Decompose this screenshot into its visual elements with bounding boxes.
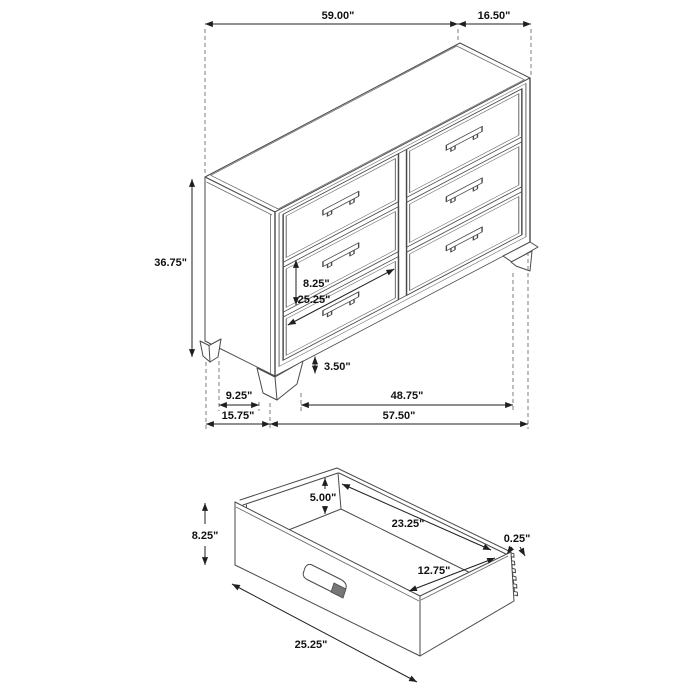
drawer-figure [192,468,531,682]
dim-label-foot-height: 3.50" [324,361,351,373]
dim-label-drawer-width: 25.25" [297,294,331,306]
dim-label-side-to-foot: 15.75" [221,410,255,422]
dim-label-front-height: 8.25" [191,530,219,542]
dim-label-top-width: 59.00" [321,10,355,22]
dim-label-inner-height: 5.00" [309,492,337,504]
dim-label-case-width: 57.50" [382,410,416,422]
dim-label-panel-thickness: 0.25" [503,533,531,545]
dim-label-top-depth: 16.50" [477,10,511,22]
dim-label-front-width: 25.25" [294,639,328,651]
dresser-body [200,43,538,400]
dim-label-inner-width: 23.25" [391,518,425,530]
dim-label-drawer-height: 8.25" [303,278,330,290]
drawer-box-body [235,468,518,656]
dresser-figure [154,10,538,429]
dim-label-overall-height: 36.75" [154,257,187,269]
dim-label-foot-inset: 9.25" [225,390,253,402]
dim-label-foot-span: 48.75" [390,390,424,402]
dimension-line-inner-width [342,484,491,550]
dim-label-inner-depth: 12.75" [417,565,451,577]
